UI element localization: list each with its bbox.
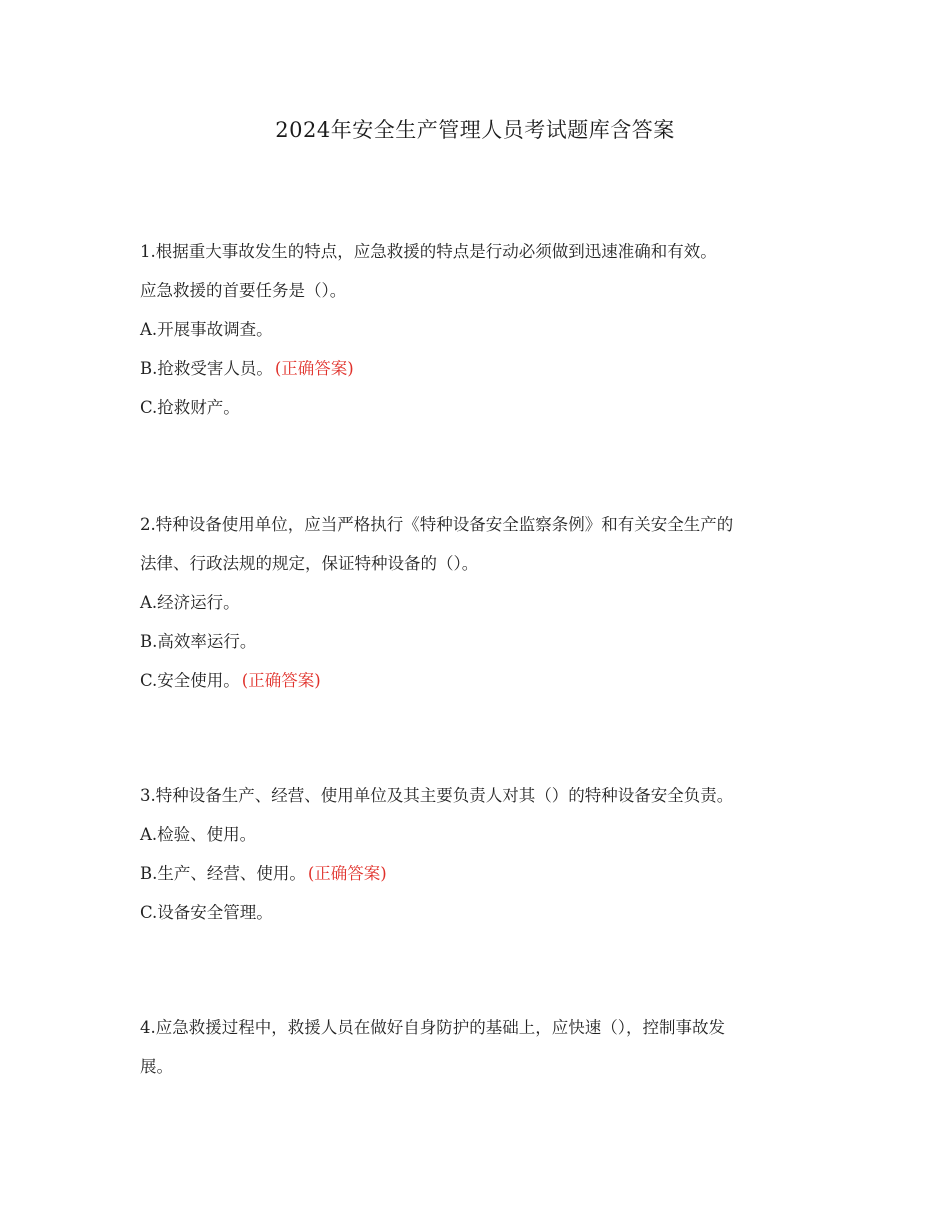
- document-title: 2024年安全生产管理人员考试题库含答案: [275, 118, 675, 142]
- question-stem: 3.特种设备生产、经营、使用单位及其主要负责人对其（）的特种设备安全负责。: [140, 786, 734, 805]
- question-1: [140, 232, 820, 427]
- option-text: C.设备安全管理。: [140, 903, 273, 922]
- option-text: A.检验、使用。: [140, 825, 257, 844]
- option-text: B.生产、经营、使用。: [140, 864, 306, 883]
- option-a: [140, 815, 820, 854]
- option-a: [140, 310, 820, 349]
- question-2: [140, 505, 820, 700]
- option-c: [140, 388, 820, 427]
- question-stem: 1.根据重大事故发生的特点，应急救援的特点是行动必须做到迅速准确和有效。: [140, 242, 717, 261]
- question-3: [140, 776, 820, 932]
- option-b: [140, 349, 820, 388]
- question-stem: 法律、行政法规的规定，保证特种设备的（）。: [140, 554, 479, 573]
- option-text: A.经济运行。: [140, 593, 240, 612]
- option-text: B.高效率运行。: [140, 632, 257, 651]
- question-stem: 4.应急救援过程中，救援人员在做好自身防护的基础上，应快速（），控制事故发: [140, 1018, 725, 1037]
- correct-answer-mark: (正确答案): [241, 671, 321, 690]
- option-b: [140, 854, 820, 893]
- correct-answer-mark: (正确答案): [274, 359, 354, 378]
- option-text: C.抢救财产。: [140, 398, 240, 417]
- option-text: C.安全使用。: [140, 671, 240, 690]
- option-b: [140, 622, 820, 661]
- option-text: B.抢救受害人员。: [140, 359, 273, 378]
- option-c: [140, 661, 820, 700]
- question-4: [140, 1008, 820, 1086]
- question-stem: 应急救援的首要任务是（）。: [140, 281, 347, 300]
- option-c: [140, 893, 820, 932]
- correct-answer-mark: (正确答案): [307, 864, 387, 883]
- question-stem: 2.特种设备使用单位，应当严格执行《特种设备安全监察条例》和有关安全生产的: [140, 515, 734, 534]
- option-a: [140, 583, 820, 622]
- option-text: A.开展事故调查。: [140, 320, 273, 339]
- question-stem: 展。: [140, 1057, 173, 1076]
